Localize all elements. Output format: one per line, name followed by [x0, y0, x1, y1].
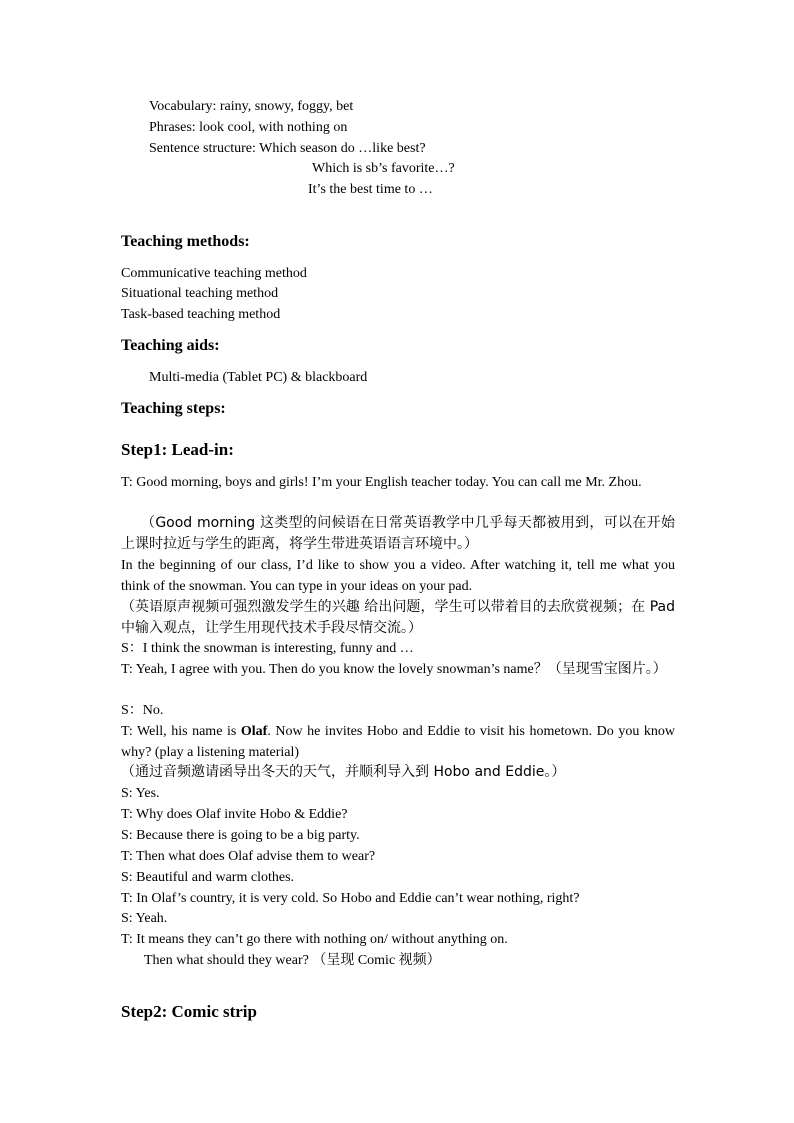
paragraph-note: （英语原声视频可强烈激发学生的兴趣 给出问题，学生可以带着目的去欣赏视频；在 Pad 中输入观点，让学生用现代技术手段尽情交流。） [121, 599, 675, 636]
paragraph-note: （Good morning 这类型的问候语在日常英语教学中几乎每天都被用到，可以在开始上课时拉近与学生的距离，将学生带进英语语言环境中。） [121, 515, 675, 552]
dialogue-text: . Now he invites Hobo and Eddie to visit his hometown. Do you know why? (play a listening material) [121, 724, 675, 760]
vocabulary-line: Vocabulary: rainy, snowy, foggy, bet [149, 99, 354, 114]
step2-heading: Step2: Comic strip [121, 1002, 257, 1021]
paragraph: In the beginning of our class, I’d like to show you a video. After watching it, tell me what you think of the snowman. You can type in your ideas on your pad. [121, 558, 675, 594]
teaching-methods-heading: Teaching methods: [121, 233, 250, 250]
paragraph-note: （通过音频邀请函导出冬天的天气，并顺利导入到 Hobo and Eddie。） [121, 764, 566, 780]
dialogue-line: T: It means they can’t go there with nothing on/ without anything on. [121, 932, 508, 947]
name-olaf: Olaf [240, 724, 268, 739]
method-item: Task-based teaching method [121, 307, 281, 322]
paragraph: T: Good morning, boys and girls! I’m your English teacher today. You can call me Mr. Zhou. [121, 475, 642, 490]
dialogue-line: Then what should they wear? （呈现 Comic 视频） [144, 953, 441, 968]
dialogue-line [121, 721, 675, 763]
dialogue-line: S: Beautiful and warm clothes. [121, 870, 295, 885]
method-item: Communicative teaching method [121, 266, 307, 281]
dialogue-line: S: Yeah. [121, 911, 168, 926]
dialogue-line: S: Because there is going to be a big party. [121, 828, 360, 843]
dialogue-line: S：No. [121, 703, 164, 718]
sentence-structure-line-2: Which is sb’s favorite…? [312, 161, 455, 176]
sentence-structure-line: Sentence structure: Which season do …like best? [149, 141, 426, 156]
teaching-aids-heading: Teaching aids: [121, 337, 220, 354]
dialogue-line: T: Yeah, I agree with you. Then do you know the lovely snowman’s name？（呈现雪宝图片。） [121, 662, 667, 677]
teaching-steps-heading: Teaching steps: [121, 400, 226, 417]
dialogue-line: T: Why does Olaf invite Hobo & Eddie? [121, 807, 348, 822]
method-item: Situational teaching method [121, 286, 279, 301]
phrases-line: Phrases: look cool, with nothing on [149, 120, 348, 135]
dialogue-text: T: Well, his name is [121, 724, 241, 739]
dialogue-line: S: Yes. [121, 786, 160, 801]
dialogue-line: T: Then what does Olaf advise them to wear? [121, 849, 376, 864]
dialogue-line: T: In Olaf’s country, it is very cold. So Hobo and Eddie can’t wear nothing, right? [121, 891, 580, 906]
teaching-aids-line: Multi-media (Tablet PC) & blackboard [149, 370, 368, 385]
sentence-structure-line-3: It’s the best time to … [308, 182, 433, 197]
step1-heading: Step1: Lead-in: [121, 440, 234, 459]
dialogue-line: S：I think the snowman is interesting, funny and … [121, 641, 414, 656]
